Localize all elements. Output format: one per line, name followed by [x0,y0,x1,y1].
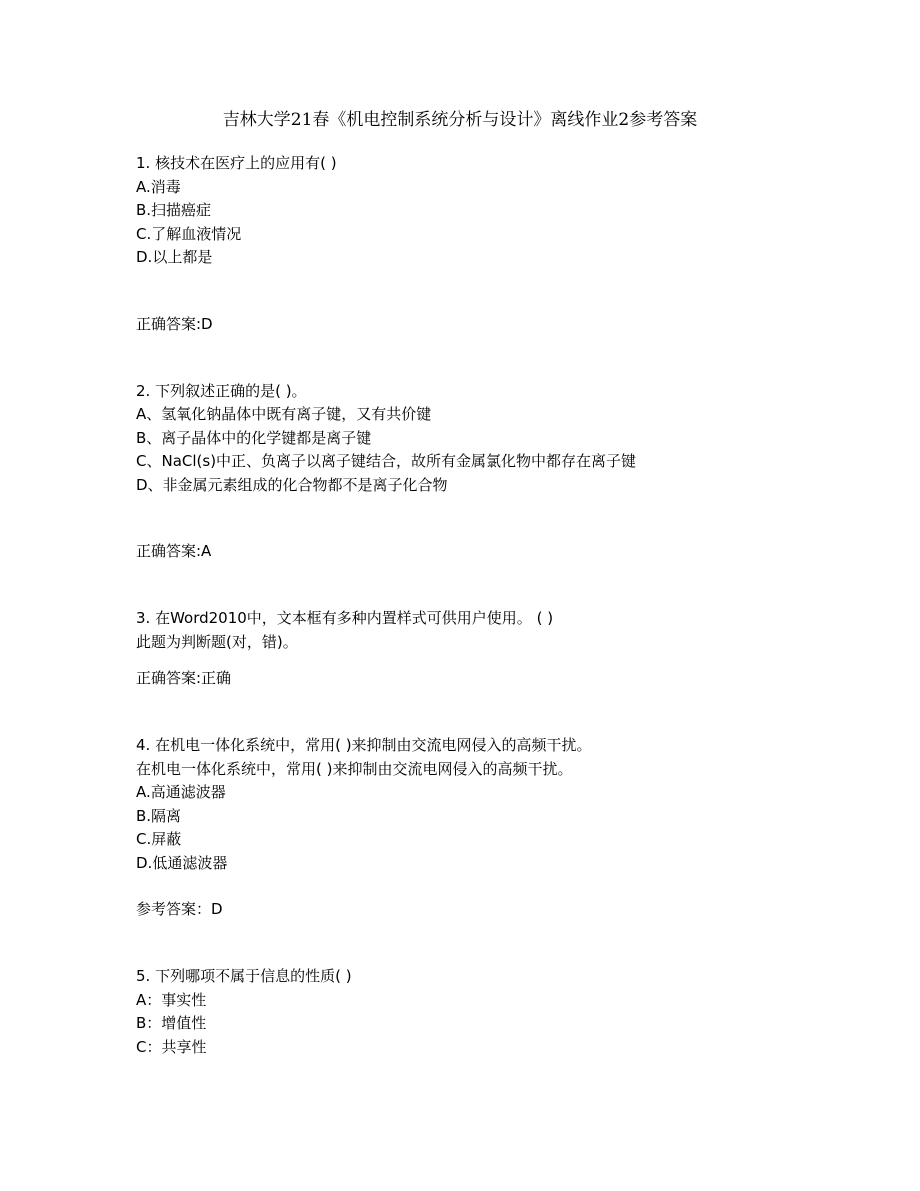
option-a: A.高通滤波器 [136,783,226,801]
option-c: C.了解血液情况 [136,224,242,243]
question-stem: 2. 下列叙述正确的是( )。 [136,381,307,400]
document-title: 吉林大学21春《机电控制系统分析与设计》离线作业2参考答案 [222,110,698,130]
option-b: B：增值性 [136,1014,207,1032]
answer: 正确答案:D [136,314,213,333]
question-stem: 5. 下列哪项不属于信息的性质( ) [136,967,352,985]
option-c: C.屏蔽 [136,830,182,848]
question-stem: 3. 在Word2010中，文本框有多种内置样式可供用户使用。 ( ) [136,609,554,627]
option-b: B、离子晶体中的化学键都是离子键 [136,428,372,447]
answer: 参考答案：D [136,900,223,918]
option-a: A、氢氧化钠晶体中既有离子键，又有共价键 [136,405,432,423]
option-d: D.以上都是 [136,248,213,266]
question-3 [136,607,896,691]
question-1 [136,152,896,337]
question-list [136,152,896,1059]
question-stem: 4. 在机电一体化系统中，常用( )来抑制由交流电网侵入的高频干扰。 [136,736,592,754]
option-b: B.扫描癌症 [136,201,212,219]
question-type-note: 此题为判断题(对，错)。 [136,632,298,651]
option-d: D.低通滤波器 [136,853,228,872]
question-5 [136,965,896,1059]
option-d: D、非金属元素组成的化合物都不是离子化合物 [136,475,448,494]
option-c: C、NaCl(s)中正、负离子以离子键结合，故所有金属氯化物中都存在离子键 [136,452,637,470]
answer: 正确答案:正确 [136,669,232,687]
option-b: B.隔离 [136,806,182,825]
option-a: A.消毒 [136,177,181,196]
question-2 [136,380,896,565]
option-c: C：共享性 [136,1037,207,1056]
question-stem-repeat: 在机电一体化系统中，常用( )来抑制由交流电网侵入的高频干扰。 [136,759,573,778]
answer: 正确答案:A [136,542,212,560]
question-4 [136,734,896,922]
option-a: A：事实性 [136,990,207,1009]
question-stem: 1. 核技术在医疗上的应用有( ) [136,154,337,172]
